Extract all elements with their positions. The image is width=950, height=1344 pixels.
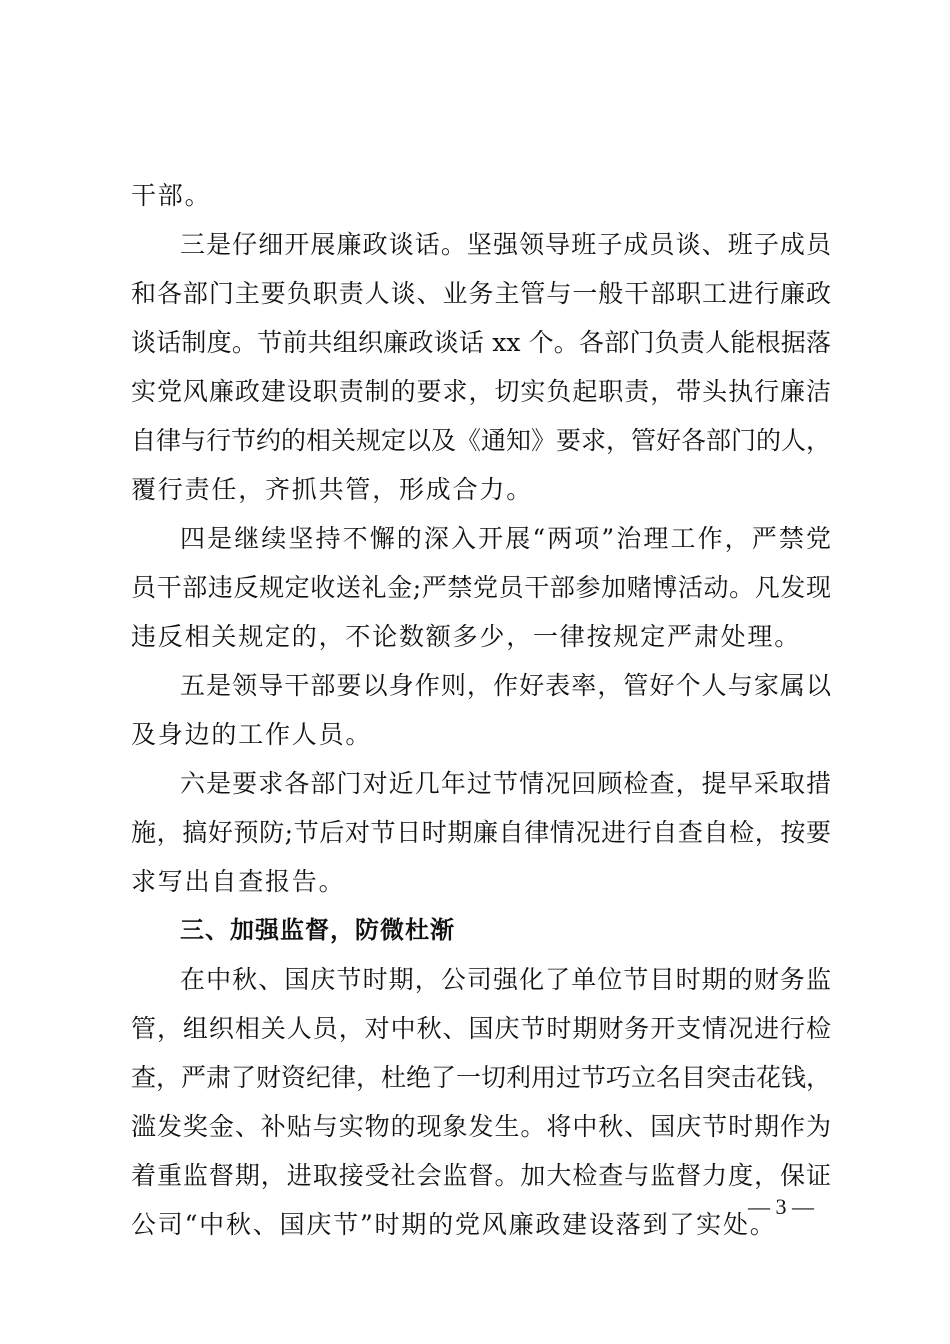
body-text-line: 四是继续坚持不懈的深入开展“两项”治理工作，严禁党 bbox=[180, 524, 831, 553]
body-text-line: 着重监督期，进取接受社会监督。加大检查与监督力度，保证 bbox=[131, 1161, 831, 1190]
body-text-line: 施，搞好预防;节后对节日时期廉自律情况进行自查自检，按要 bbox=[131, 818, 831, 847]
body-text-line: 六是要求各部门对近几年过节情况回顾检查，提早采取措 bbox=[180, 769, 831, 798]
body-text-line: 谈话制度。节前共组织廉政谈话 xx 个。各部门负责人能根据落 bbox=[131, 328, 831, 357]
body-text-line: 和各部门主要负职责人谈、业务主管与一般干部职工进行廉政 bbox=[131, 279, 831, 308]
body-text-line: 查，严肃了财资纪律，杜绝了一切利用过节巧立名目突击花钱， bbox=[131, 1063, 832, 1092]
body-text-line: 三是仔细开展廉政谈话。坚强领导班子成员谈、班子成员 bbox=[180, 230, 831, 259]
body-text-line: 员干部违反规定收送礼金;严禁党员干部参加赌博活动。凡发现 bbox=[131, 573, 831, 602]
page-number: — 3 — bbox=[748, 1194, 814, 1219]
body-text-line: 违反相关规定的，不论数额多少，一律按规定严肃处理。 bbox=[131, 622, 802, 651]
body-text-line: 五是领导干部要以身作则，作好表率，管好个人与家属以 bbox=[180, 671, 831, 700]
body-text-line: 覆行责任，齐抓共管，形成合力。 bbox=[131, 475, 534, 504]
body-text-line: 滥发奖金、补贴与实物的现象发生。将中秋、国庆节时期作为 bbox=[131, 1112, 831, 1141]
body-text-line: 求写出自查报告。 bbox=[131, 867, 346, 896]
body-text-line: 管，组织相关人员，对中秋、国庆节时期财务开支情况进行检 bbox=[131, 1014, 831, 1043]
body-text-line: 干部。 bbox=[131, 181, 212, 210]
body-text-line: 及身边的工作人员。 bbox=[131, 720, 373, 749]
body-text-line: 在中秋、国庆节时期，公司强化了单位节目时期的财务监 bbox=[180, 965, 831, 994]
body-text-line: 公司“中秋、国庆节”时期的党风廉政建设落到了实处。 bbox=[131, 1210, 777, 1239]
body-text-line: 实党风廉政建设职责制的要求，切实负起职责，带头执行廉洁 bbox=[131, 377, 831, 406]
body-text-line: 自律与行节约的相关规定以及《通知》要求，管好各部门的人， bbox=[131, 426, 832, 455]
section-heading: 三、加强监督，防微杜渐 bbox=[180, 916, 455, 944]
